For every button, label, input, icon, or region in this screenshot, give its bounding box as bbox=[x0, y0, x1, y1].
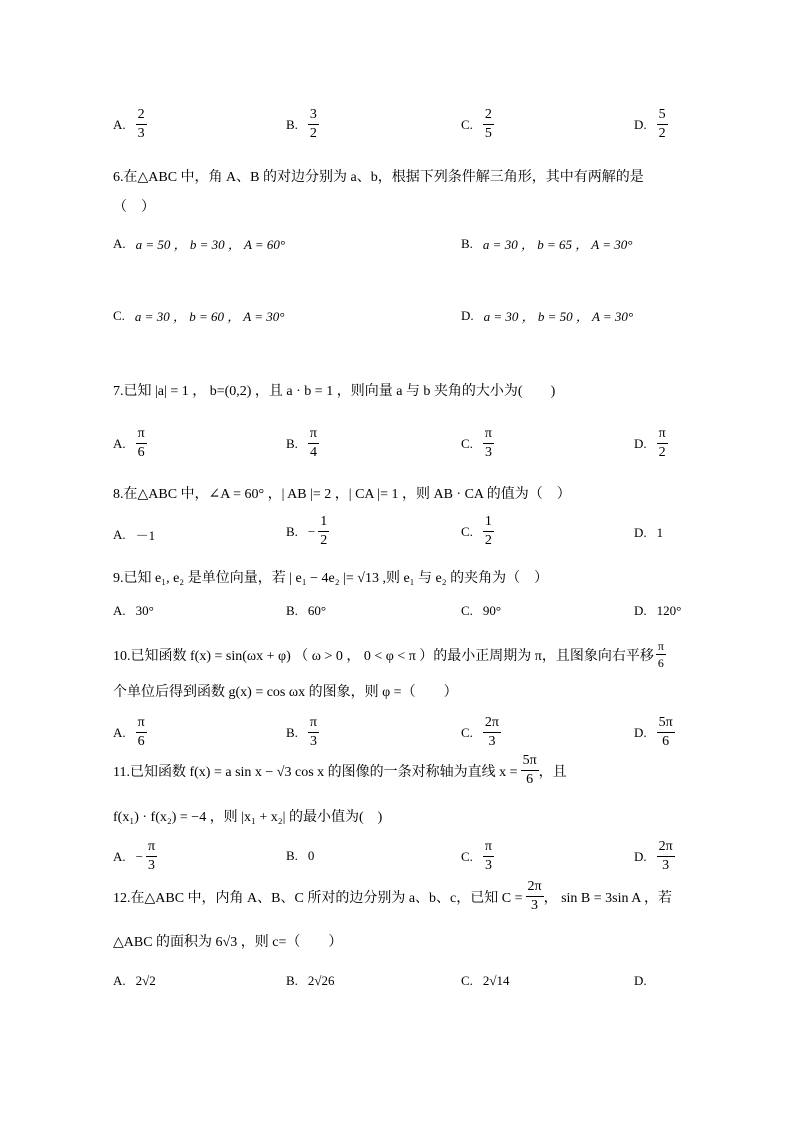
option-letter: B. bbox=[286, 116, 298, 132]
q8-option-d[interactable] bbox=[634, 525, 663, 541]
option-letter: C. bbox=[461, 435, 473, 451]
q12-stem-line2: △ABC 的面积为 6√3 ，则 c=（ ） bbox=[113, 935, 343, 950]
q6-stem: 6.在△ABC 中，角 A、B 的对边分别为 a、b，根据下列条件解三角形，其中有两解的是 bbox=[113, 170, 644, 185]
fraction: $\frac{5\pi}{6}$ bbox=[658, 715, 673, 749]
q5-option-b[interactable] bbox=[286, 108, 319, 141]
q11-option-b[interactable] bbox=[286, 848, 314, 864]
q9-option-d[interactable] bbox=[634, 603, 681, 619]
option-letter: D. bbox=[634, 435, 647, 451]
option-letter: B. bbox=[286, 724, 298, 740]
option-letter: A. bbox=[113, 235, 126, 251]
q7-option-a[interactable] bbox=[113, 427, 147, 460]
q10-option-a[interactable] bbox=[113, 716, 147, 749]
q6-option-c[interactable] bbox=[113, 306, 284, 325]
q12-option-c[interactable] bbox=[461, 973, 510, 989]
q10-stem-line1 bbox=[113, 640, 666, 669]
option-text: 2√14 bbox=[482, 973, 510, 988]
q11-text: 11.已知函数 f(x) = a sin x − √3 cos x 的图像的一条对称轴为直线 x = bbox=[113, 764, 518, 780]
option-letter: A. bbox=[113, 116, 126, 132]
shift-fraction: $\frac{\pi}{6}$ bbox=[657, 639, 664, 670]
option-text: a = 30 ， b = 50 ， A = 30° bbox=[483, 309, 634, 324]
option-letter: A. bbox=[113, 724, 126, 740]
fraction: $\frac{\pi}{3}$ bbox=[147, 839, 156, 873]
q7-option-d[interactable] bbox=[634, 427, 668, 460]
q10-option-b[interactable] bbox=[286, 716, 319, 749]
q6-option-a[interactable] bbox=[113, 234, 285, 253]
option-letter: A. bbox=[113, 973, 126, 988]
minus-sign: − bbox=[307, 523, 316, 539]
option-text: 0 bbox=[307, 848, 315, 863]
q12-text: 12.在△ABC 中，内角 A、B、C 所对的边分别为 a、b、c，已知 C = bbox=[113, 890, 523, 906]
fraction: $\frac{2\pi}{3}$ bbox=[484, 715, 499, 749]
option-letter: B. bbox=[286, 848, 298, 863]
option-letter: C. bbox=[461, 116, 473, 132]
q8-option-c[interactable] bbox=[461, 515, 494, 548]
q11-option-c[interactable] bbox=[461, 840, 494, 873]
option-letter: B. bbox=[286, 435, 298, 451]
fraction: $\frac{\pi}{3}$ bbox=[484, 839, 492, 873]
q9-stem: 9.已知 e₁, e₂ 是单位向量，若 | e₁ − 4e₂ |= √13 ,则 e₁ 与 e₂ 的夹角为（ ） bbox=[113, 571, 549, 586]
q8-stem: 8.在△ABC 中，∠A = 60° ，| AB |= 2 ，| CA |= 1 ，则 AB · CA 的值为（ ） bbox=[113, 487, 571, 502]
option-letter: D. bbox=[634, 973, 647, 988]
option-letter: C. bbox=[461, 523, 473, 539]
option-letter: A. bbox=[113, 603, 126, 618]
option-text: a = 50 ， b = 30 ， A = 60° bbox=[135, 237, 286, 252]
fraction: $\frac{2}{5}$ bbox=[484, 107, 492, 141]
option-text: 60° bbox=[307, 603, 327, 618]
option-text: 30° bbox=[135, 603, 154, 618]
q10-text: 10.已知函数 f(x) = sin(ωx + φ) （ ω > 0 ， 0 < φ < π ）的最小正周期为 π，且图象向右平移 bbox=[113, 648, 654, 664]
q5-option-d[interactable] bbox=[634, 108, 668, 141]
axis-fraction: $\frac{5\pi}{6}$ bbox=[522, 753, 537, 787]
option-letter: B. bbox=[286, 523, 298, 539]
fraction: $\frac{\pi}{3}$ bbox=[309, 715, 317, 749]
option-letter: C. bbox=[113, 307, 125, 323]
q9-option-c[interactable] bbox=[461, 603, 501, 619]
option-text: a = 30 ， b = 65 ， A = 30° bbox=[482, 237, 633, 252]
fraction: $\frac{\pi}{4}$ bbox=[309, 426, 317, 460]
fraction: $\frac{1}{2}$ bbox=[320, 514, 328, 548]
q5-option-a[interactable] bbox=[113, 108, 147, 141]
option-text: 1 bbox=[656, 525, 664, 540]
q5-option-c[interactable] bbox=[461, 108, 494, 141]
fraction: $\frac{\pi}{3}$ bbox=[484, 426, 492, 460]
q7-option-c[interactable] bbox=[461, 427, 494, 460]
q11-option-a[interactable] bbox=[113, 840, 157, 873]
q10-option-c[interactable] bbox=[461, 716, 501, 749]
option-letter: B. bbox=[461, 235, 473, 251]
fraction: $\frac{2}{3}$ bbox=[137, 107, 145, 141]
option-letter: B. bbox=[286, 973, 298, 988]
option-text: －1 bbox=[135, 528, 156, 543]
option-letter: A. bbox=[113, 435, 126, 451]
q11-stem-line1 bbox=[113, 754, 567, 787]
option-text: 120° bbox=[656, 603, 682, 618]
option-text: 2√26 bbox=[307, 973, 335, 988]
c-fraction: $\frac{2\pi}{3}$ bbox=[527, 879, 542, 913]
q12-option-a[interactable] bbox=[113, 973, 156, 989]
option-letter: C. bbox=[461, 603, 473, 618]
fraction: $\frac{5}{2}$ bbox=[658, 107, 666, 141]
q9-option-b[interactable] bbox=[286, 603, 326, 619]
q8-option-a[interactable] bbox=[113, 525, 155, 544]
q6-option-d[interactable] bbox=[461, 306, 633, 325]
q11-stem-line2: f(x₁) · f(x₂) = −4 ，则 |x₁ + x₂| 的最小值为( ) bbox=[113, 810, 383, 825]
q7-stem: 7.已知 |a| = 1 ， b=(0,2) ，且 a · b = 1 ，则向量 a 与 b 夹角的大小为( ) bbox=[113, 384, 556, 399]
q12-text-end: ， sin B = 3sin A ，若 bbox=[543, 890, 673, 906]
option-letter: D. bbox=[634, 724, 647, 740]
option-text: a = 30 ， b = 60 ， A = 30° bbox=[134, 309, 285, 324]
q10-stem-line2: 个单位后得到函数 g(x) = cos ωx 的图象，则 φ =（ ） bbox=[113, 685, 458, 700]
q6-answer-paren: （ ） bbox=[113, 200, 155, 215]
option-letter: B. bbox=[286, 603, 298, 618]
option-text: 2√2 bbox=[135, 973, 156, 988]
option-letter: D. bbox=[634, 603, 647, 618]
q9-option-a[interactable] bbox=[113, 603, 154, 619]
option-letter: D. bbox=[634, 116, 647, 132]
q12-option-b[interactable] bbox=[286, 973, 335, 989]
fraction: $\frac{\pi}{6}$ bbox=[137, 715, 145, 749]
q10-option-d[interactable] bbox=[634, 716, 675, 749]
option-letter: A. bbox=[113, 848, 126, 864]
option-letter: D. bbox=[634, 848, 647, 864]
q8-option-b[interactable] bbox=[286, 515, 329, 548]
q6-option-b[interactable] bbox=[461, 234, 632, 253]
fraction: $\frac{3}{2}$ bbox=[309, 107, 317, 141]
q7-option-b[interactable] bbox=[286, 427, 319, 460]
option-letter: A. bbox=[113, 526, 126, 542]
q11-text-end: ，且 bbox=[538, 764, 567, 780]
q11-option-d[interactable] bbox=[634, 840, 675, 873]
fraction: $\frac{2\pi}{3}$ bbox=[658, 839, 673, 873]
minus-sign: − bbox=[135, 848, 143, 864]
fraction: $\frac{\pi}{2}$ bbox=[658, 426, 666, 460]
option-letter: D. bbox=[461, 307, 474, 323]
option-letter: C. bbox=[461, 848, 473, 864]
option-text: 90° bbox=[482, 603, 502, 618]
option-letter: D. bbox=[634, 525, 647, 540]
fraction: $\frac{\pi}{6}$ bbox=[137, 426, 145, 460]
option-letter: C. bbox=[461, 973, 473, 988]
fraction: $\frac{1}{2}$ bbox=[484, 514, 492, 548]
option-letter: C. bbox=[461, 724, 473, 740]
q12-option-d[interactable] bbox=[634, 973, 657, 989]
q12-stem-line1 bbox=[113, 880, 672, 913]
